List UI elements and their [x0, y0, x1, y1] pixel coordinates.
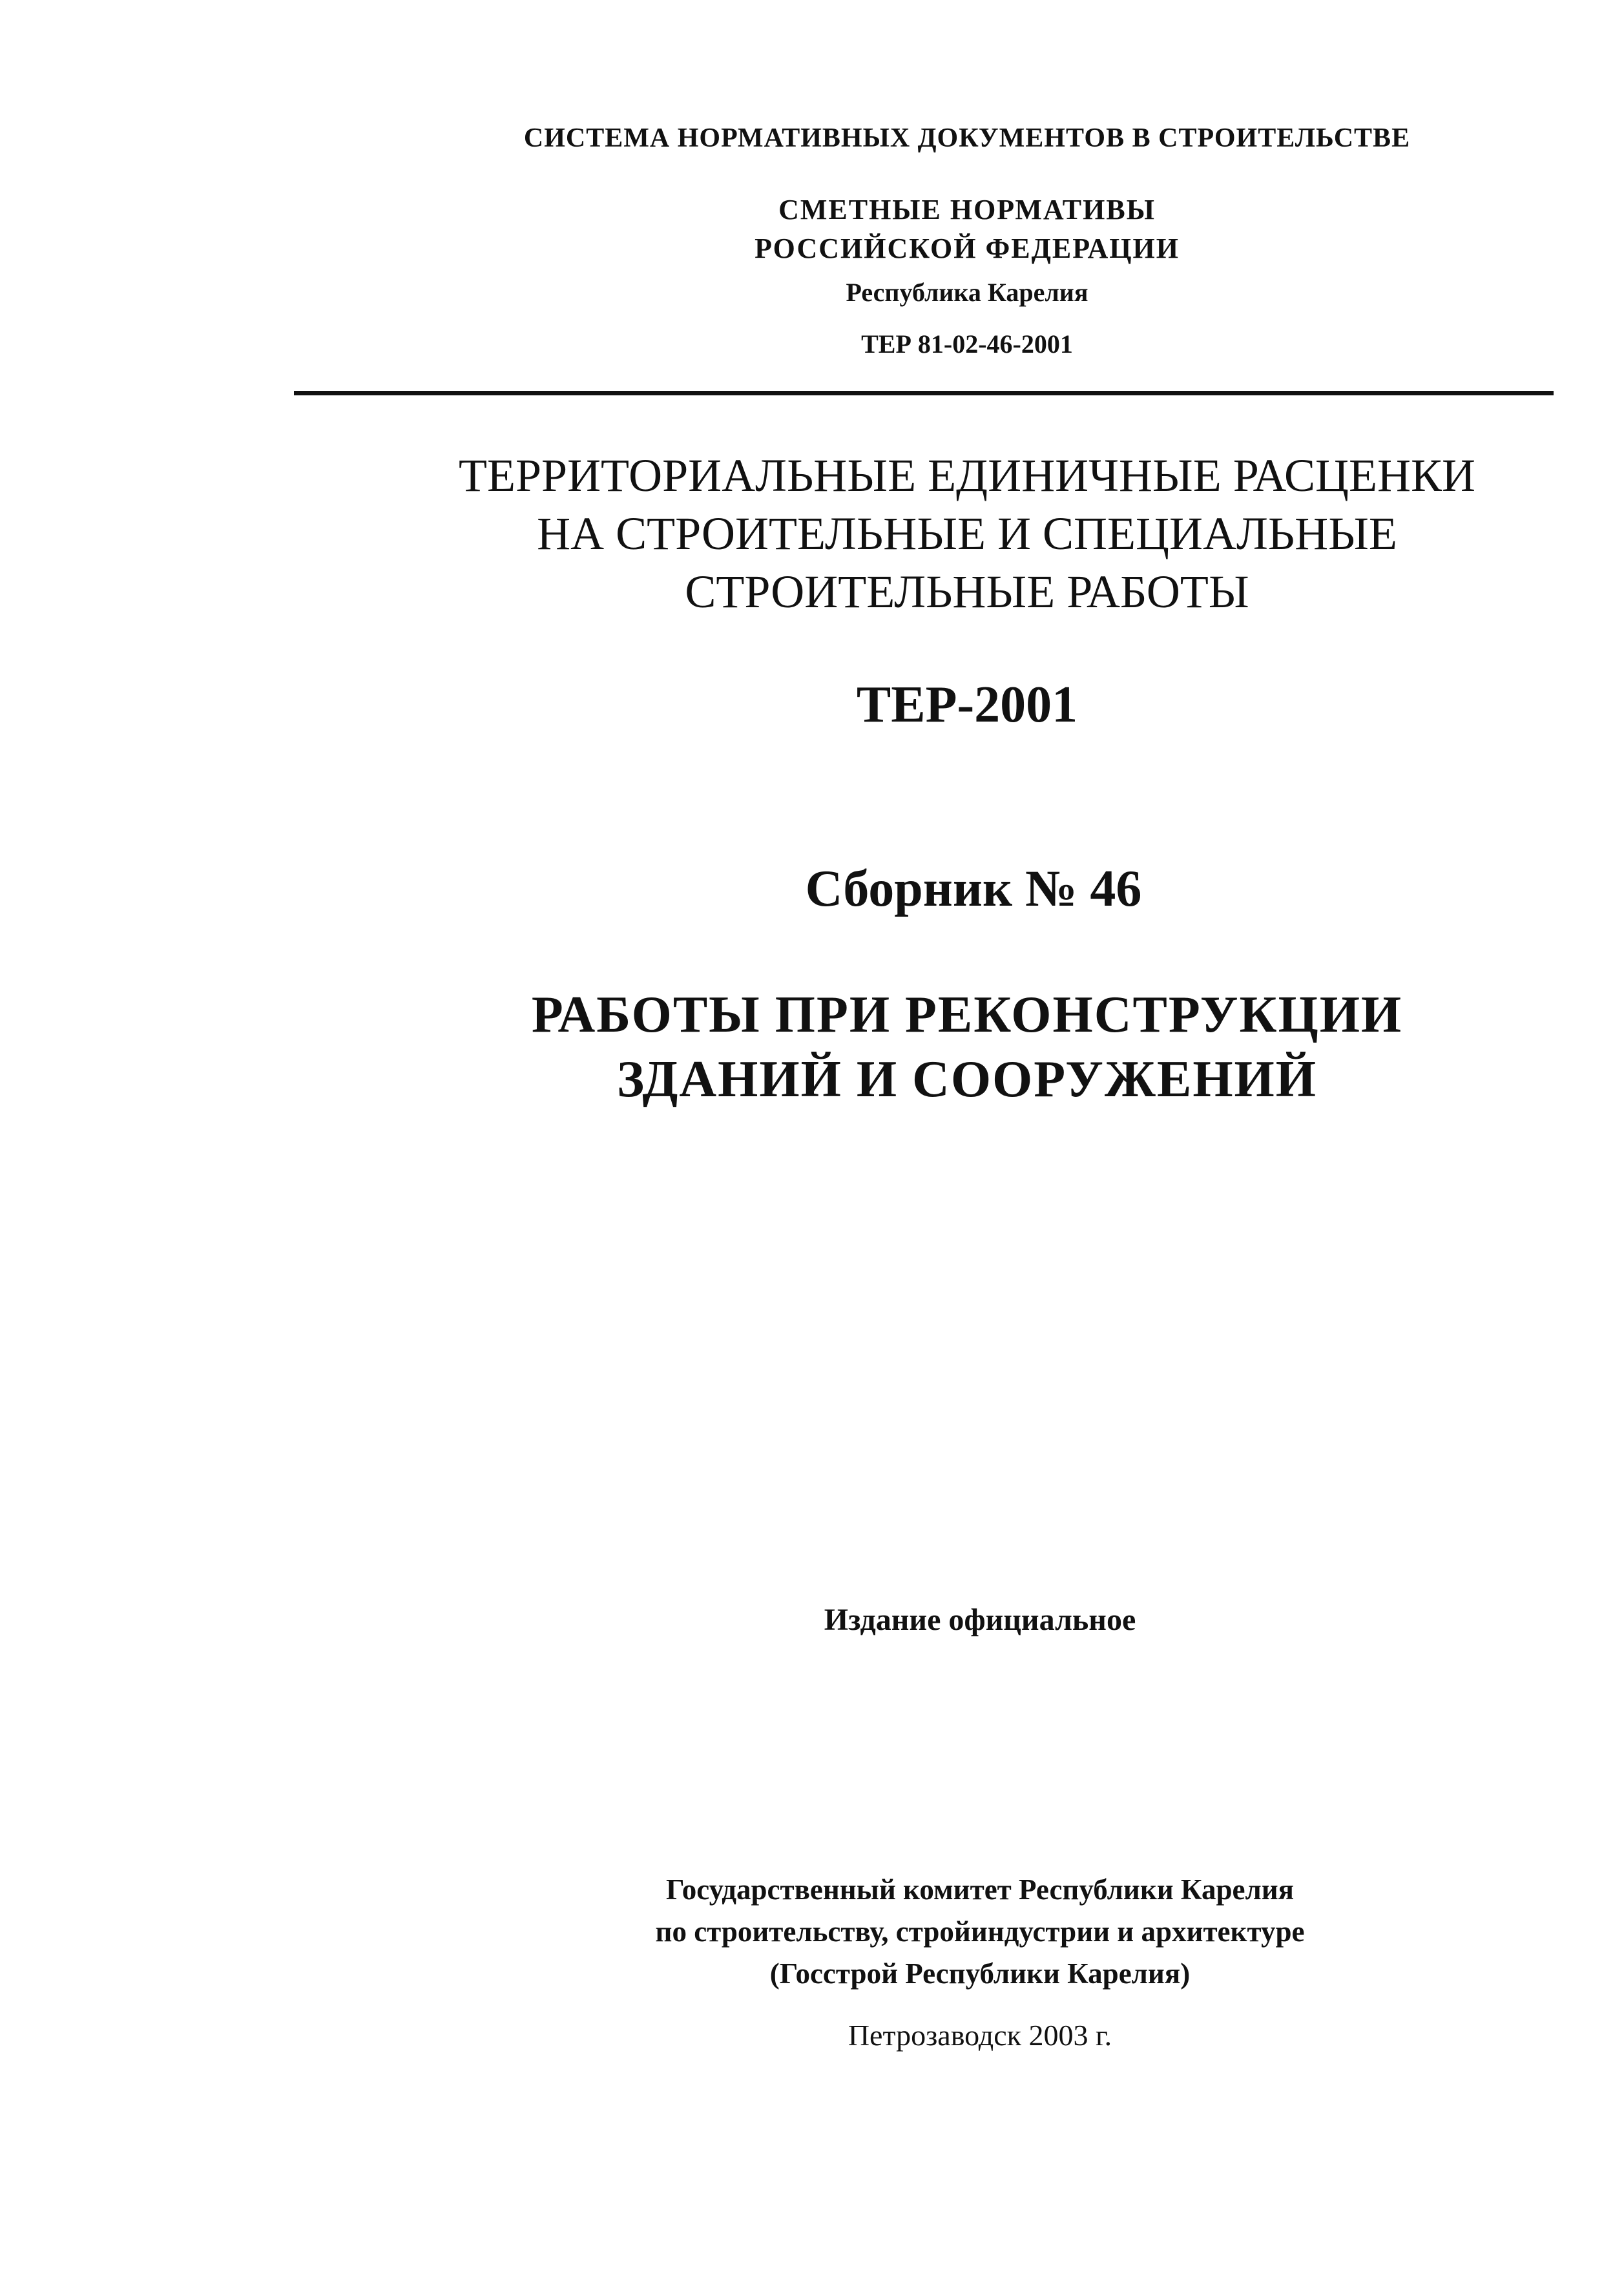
header-divider: [294, 391, 1554, 395]
works-title-line-2: ЗДАНИЙ И СООРУЖЕНИЙ: [616, 1051, 1317, 1108]
collection-number: Сборник № 46: [805, 860, 1142, 917]
short-name: ТЕР-2001: [856, 676, 1078, 733]
publisher-line-2: по строительству, стройиндустрии и архитектуре: [655, 1915, 1305, 1948]
series-title: СИСТЕМА НОРМАТИВНЫХ ДОКУМЕНТОВ В СТРОИТЕЛЬСТВЕ: [523, 123, 1411, 153]
document-code: ТЕР 81-02-46-2001: [861, 329, 1073, 359]
main-title-line-1: ТЕРРИТОРИАЛЬНЫЕ ЕДИНИЧНЫЕ РАСЦЕНКИ: [459, 450, 1475, 501]
region-name: Республика Карелия: [846, 278, 1088, 307]
works-title-line-1: РАБОТЫ ПРИ РЕКОНСТРУКЦИИ: [531, 986, 1403, 1043]
edition-label: Издание официальное: [824, 1603, 1136, 1637]
norms-title-line-1: СМЕТНЫЕ НОРМАТИВЫ: [778, 194, 1156, 225]
norms-title-line-2: РОССИЙСКОЙ ФЕДЕРАЦИИ: [755, 233, 1180, 264]
main-title-line-2: НА СТРОИТЕЛЬНЫЕ И СПЕЦИАЛЬНЫЕ: [537, 508, 1397, 559]
main-title-line-3: СТРОИТЕЛЬНЫЕ РАБОТЫ: [685, 566, 1249, 618]
city-year: Петрозаводск 2003 г.: [848, 2019, 1112, 2052]
publisher-line-1: Государственный комитет Республики Карелия: [666, 1873, 1294, 1906]
publisher-line-3: (Госстрой Республики Карелия): [769, 1957, 1191, 1990]
